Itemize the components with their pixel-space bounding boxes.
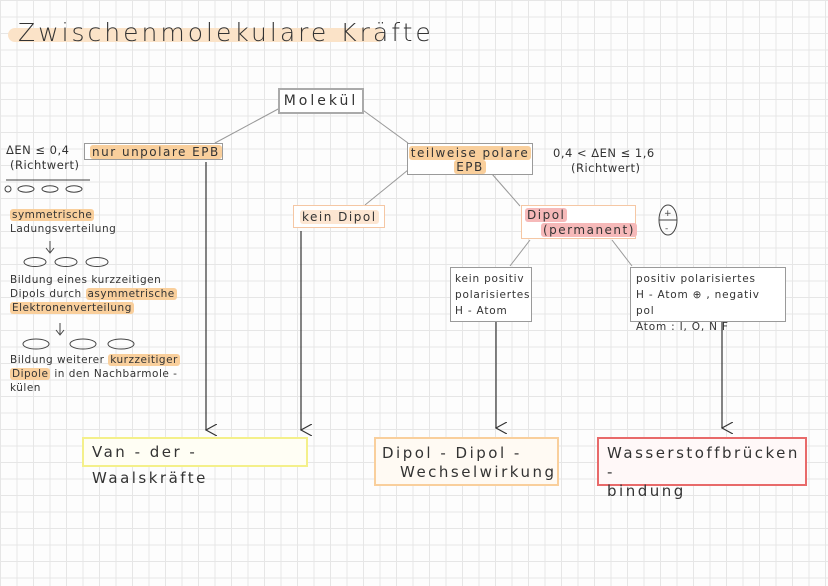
svg-text:-: - bbox=[665, 224, 669, 234]
note-dipole: Dipole bbox=[12, 368, 49, 380]
unpolar-label: nur unpolare EPB bbox=[92, 145, 220, 159]
dipol-label: Dipol bbox=[527, 208, 566, 222]
edge-dipol-positiv bbox=[612, 240, 632, 266]
note-symmetrische: symmetrische bbox=[12, 209, 93, 221]
edge-right-dipol bbox=[492, 174, 520, 206]
kein-positiv-node bbox=[450, 267, 532, 322]
polar-label-1: teilweise polare bbox=[410, 146, 530, 160]
kein-positiv-line3: H - Atom bbox=[455, 305, 508, 317]
result-dipol-label-1: Dipol - Dipol - bbox=[382, 444, 522, 462]
left-delta-en bbox=[6, 143, 80, 173]
left-delta-en-value: ΔEN ≤ 0,4 bbox=[6, 143, 70, 157]
result-vdw bbox=[82, 437, 308, 487]
svg-text:+: + bbox=[664, 209, 672, 219]
left-notes-2 bbox=[10, 273, 200, 315]
kein-positiv-line2: polarisiertes bbox=[455, 289, 531, 301]
right-delta-en-note: (Richtwert) bbox=[571, 161, 641, 175]
polar-label-2: EPB bbox=[456, 160, 484, 174]
note-elektronenverteilung: Elektronenverteilung bbox=[12, 302, 132, 314]
right-delta-en-value: 0,4 < ΔEN ≤ 1,6 bbox=[553, 146, 655, 160]
result-vdw-label: Van - der - Waalskräfte bbox=[92, 443, 208, 487]
result-hbond bbox=[597, 437, 807, 500]
kein-positiv-line1: kein positiv bbox=[455, 273, 525, 285]
dipol-permanent-label: (permanent) bbox=[543, 223, 635, 237]
result-dipol-dipol bbox=[374, 437, 559, 486]
edge-root-left bbox=[215, 108, 280, 143]
positiv-line2: H - Atom ⊕ , negativ pol bbox=[636, 289, 760, 317]
left-notes bbox=[10, 208, 200, 236]
result-hbond-label-1: Wasserstoffbrücken - bbox=[607, 444, 800, 481]
result-dipol-label-2: Wechselwirkung bbox=[400, 463, 557, 481]
unpolar-node bbox=[84, 143, 223, 160]
left-delta-en-note: (Richtwert) bbox=[10, 158, 80, 172]
note-kuelen: külen bbox=[10, 382, 41, 394]
note-kurzzeitiger: kurzzeitiger bbox=[110, 354, 178, 366]
note-nachbarmole: in den Nachbarmole - bbox=[54, 368, 178, 380]
positiv-node bbox=[630, 267, 786, 333]
ellipse-row-2 bbox=[24, 258, 108, 267]
left-notes-3 bbox=[10, 353, 205, 395]
note-asymmetrische: asymmetrische bbox=[87, 288, 175, 300]
edge-right-keindipol bbox=[365, 170, 408, 205]
kein-dipol-label: kein Dipol bbox=[302, 210, 377, 224]
kein-dipol-node bbox=[293, 205, 385, 228]
ellipse-row-3 bbox=[23, 339, 134, 349]
ellipse-row-1 bbox=[5, 186, 82, 192]
root-node bbox=[278, 88, 364, 114]
positiv-line3: Atom : I, O, N F bbox=[636, 321, 729, 333]
polar-node bbox=[407, 143, 533, 175]
edge-root-right bbox=[360, 108, 408, 143]
right-delta-en bbox=[553, 146, 655, 176]
note-bildung-weiterer: Bildung weiterer bbox=[10, 354, 105, 366]
note-bildung-1: Bildung eines kurzzeitigen bbox=[10, 274, 162, 286]
root-label: Molekül bbox=[283, 93, 359, 109]
result-hbond-label-2: bindung bbox=[607, 482, 686, 500]
page-title: Zwischenmolekulare Kräfte bbox=[18, 18, 434, 47]
dipol-node bbox=[521, 205, 636, 239]
positiv-line1: positiv polarisiertes bbox=[636, 273, 756, 285]
note-dipols-durch: Dipols durch bbox=[10, 288, 82, 300]
note-ladungsverteilung: Ladungsverteilung bbox=[10, 223, 117, 235]
edge-dipol-keinpositiv bbox=[510, 240, 530, 266]
